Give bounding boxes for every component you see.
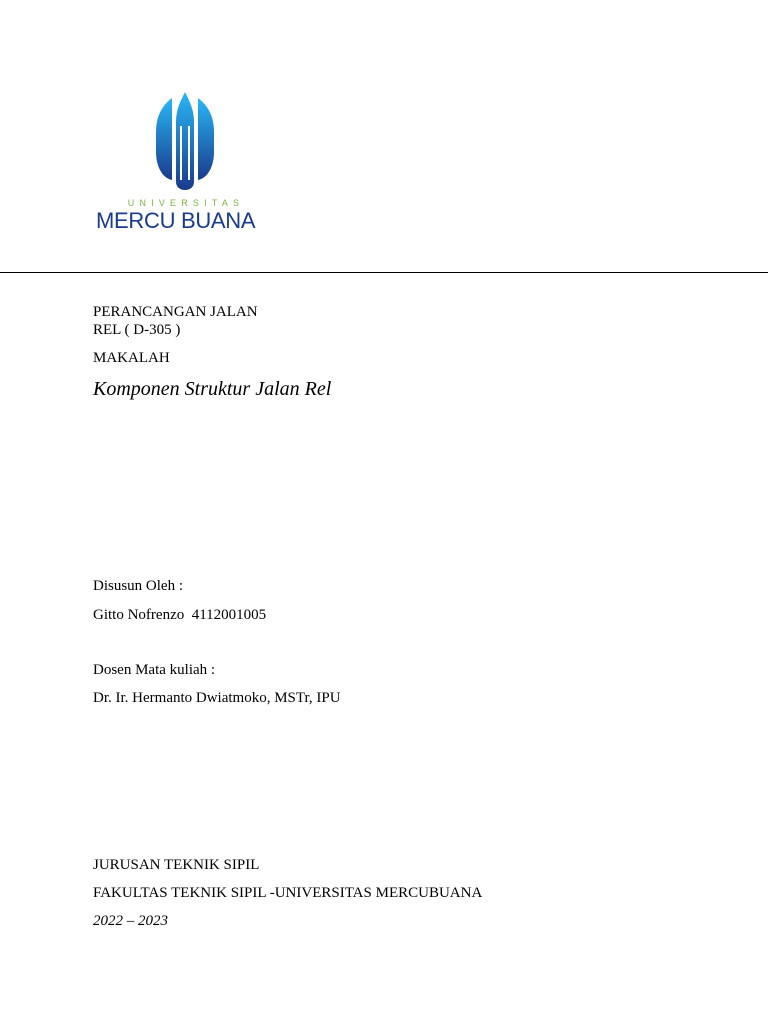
author-label: Disusun Oleh : (93, 578, 183, 594)
university-logo (96, 92, 276, 232)
logo-wordmark: MERCU BUANA (96, 208, 256, 233)
lecturer-label: Dosen Mata kuliah : (93, 662, 216, 678)
document-title: Komponen Struktur Jalan Rel (93, 378, 332, 400)
header-divider (0, 272, 768, 273)
author-name: Gitto Nofrenzo 4112001005 (93, 607, 267, 623)
mercu-buana-emblem-icon (154, 92, 216, 190)
lecturer-name: Dr. Ir. Hermanto Dwiatmoko, MSTr, IPU (93, 690, 341, 706)
faculty-name: FAKULTAS TEKNIK SIPIL -UNIVERSITAS MERCUBUANA (93, 885, 483, 901)
department-name: JURUSAN TEKNIK SIPIL (93, 857, 260, 873)
logo-subtitle: UNIVERSITAS (127, 198, 245, 208)
course-name-line2: REL ( D-305 ) (93, 322, 181, 338)
course-name-line1: PERANCANGAN JALAN (93, 304, 258, 320)
academic-year: 2022 – 2023 (93, 913, 168, 929)
document-type: MAKALAH (93, 350, 170, 366)
